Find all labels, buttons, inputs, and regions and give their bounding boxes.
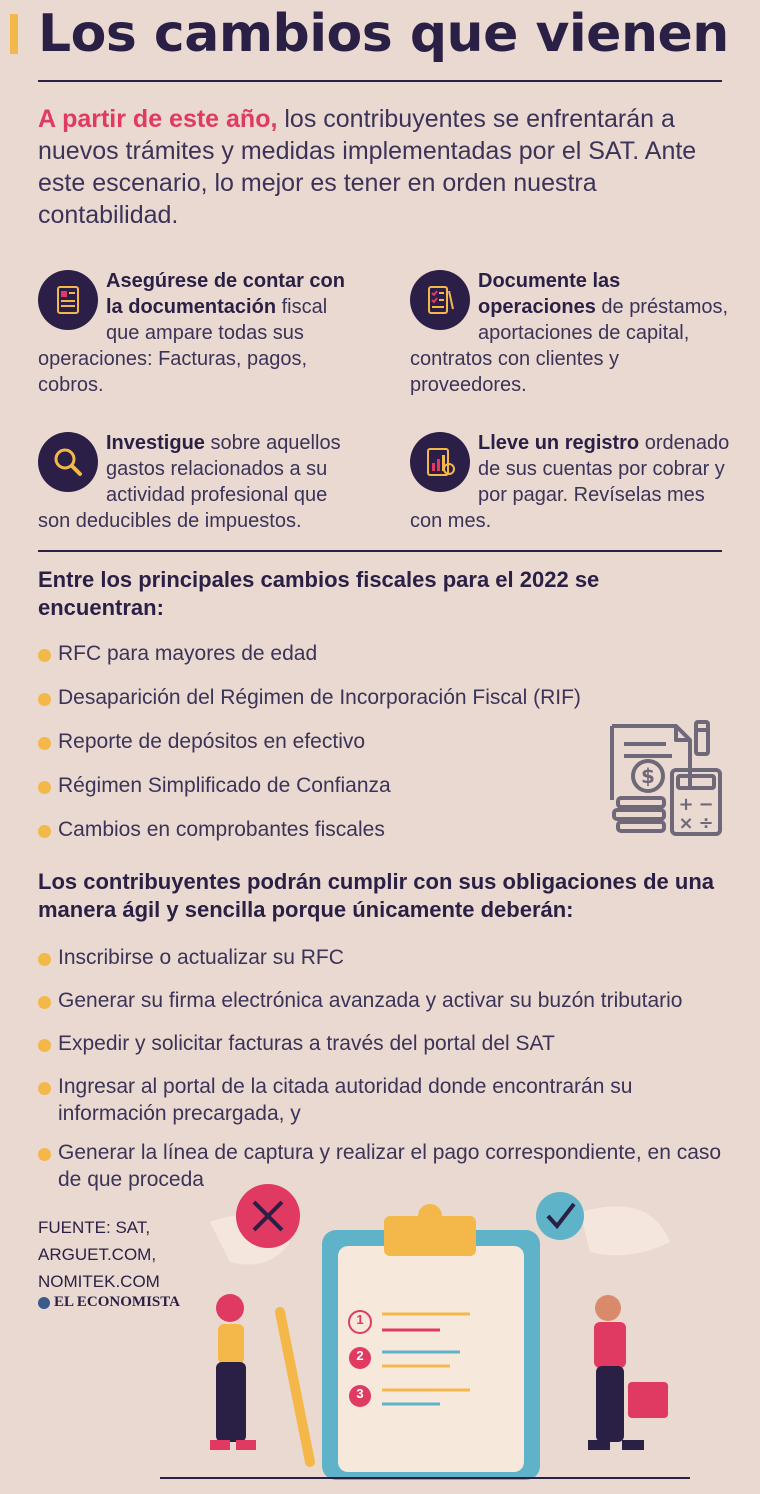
list-item: Ingresar al portal de la citada autoridad donde encontrarán su información precargada, y — [38, 1073, 728, 1127]
changes-title: Entre los principales cambios fiscales para el 2022 se encuentran: — [38, 567, 600, 620]
report-icon — [410, 432, 470, 492]
step-number: 3 — [356, 1386, 364, 1401]
obligations-list — [38, 944, 728, 1193]
divider — [38, 550, 722, 552]
tip-operations — [410, 268, 732, 398]
source-line: NOMITEK.COM — [38, 1272, 160, 1291]
svg-text:+: + — [678, 794, 694, 815]
magnifier-icon — [38, 432, 98, 492]
list-item: Reporte de depósitos en efectivo — [38, 728, 608, 755]
source-line: FUENTE: SAT, — [38, 1218, 151, 1237]
tip-text: fiscal que ampare todas sus operaciones: Facturas, pagos, cobros. — [38, 296, 328, 396]
checklist-icon — [410, 270, 470, 330]
svg-text:$: $ — [641, 764, 655, 788]
source-line: ARGUET.COM, — [38, 1245, 157, 1264]
tip-text: de préstamos, aportaciones de capital, contratos con clientes y proveedores. — [410, 296, 729, 396]
step-number: 1 — [356, 1312, 364, 1327]
tip-investigate — [38, 430, 360, 534]
tip-bold: Documente las operaciones — [478, 270, 621, 318]
svg-text:−: − — [698, 794, 714, 815]
intro-highlight: A partir de este año, — [38, 105, 278, 133]
clipboard-illustration — [150, 1182, 710, 1482]
tip-text: ordenado de sus cuentas por cobrar y por pagar. Revíselas mes con mes. — [410, 432, 730, 532]
logo-mark-icon — [38, 1297, 50, 1309]
step-number: 2 — [356, 1348, 364, 1363]
list-item: RFC para mayores de edad — [38, 640, 608, 667]
intro-paragraph — [38, 103, 722, 231]
svg-text:×: × — [678, 813, 694, 834]
changes-list — [38, 640, 608, 843]
accounting-icon — [606, 718, 724, 838]
tip-register — [410, 430, 732, 534]
tip-bold: Investigue — [106, 432, 205, 454]
title-accent-bar — [10, 14, 18, 54]
obligations-title: Los contribuyentes podrán cumplir con sus obligaciones de una manera ágil y sencilla porque únicamente deberán: — [38, 869, 714, 922]
tip-documentation — [38, 268, 360, 398]
document-icon — [38, 270, 98, 330]
list-item: Régimen Simplificado de Confianza — [38, 772, 608, 799]
tip-bold: Asegúrese de contar con la documentación — [106, 270, 345, 318]
list-item: Cambios en comprobantes fiscales — [38, 816, 608, 843]
svg-text:÷: ÷ — [698, 813, 714, 834]
list-item: Desaparición del Régimen de Incorporación Fiscal (RIF) — [38, 684, 608, 711]
tip-text: sobre aquellos gastos relacionados a su actividad profesional que son deducibles de impuestos. — [38, 432, 341, 532]
list-item: Generar la línea de captura y realizar el pago correspondiente, en caso de que proceda — [38, 1139, 728, 1193]
list-item: Generar su firma electrónica avanzada y activar su buzón tributario — [38, 987, 728, 1014]
intro-text: los contribuyentes se enfrentarán a nuevos trámites y medidas implementadas por el SAT. Ante este escenario, lo mejor es tener en orden nuestra contabilidad. — [38, 105, 697, 229]
tip-bold: Lleve un registro — [478, 432, 640, 454]
source-credits — [38, 1214, 160, 1295]
page-title: Los cambios que vienen — [38, 4, 729, 64]
logo-text: EL ECONOMISTA — [54, 1294, 180, 1310]
divider — [38, 80, 722, 82]
list-item: Expedir y solicitar facturas a través del portal del SAT — [38, 1030, 728, 1057]
list-item: Inscribirse o actualizar su RFC — [38, 944, 728, 971]
